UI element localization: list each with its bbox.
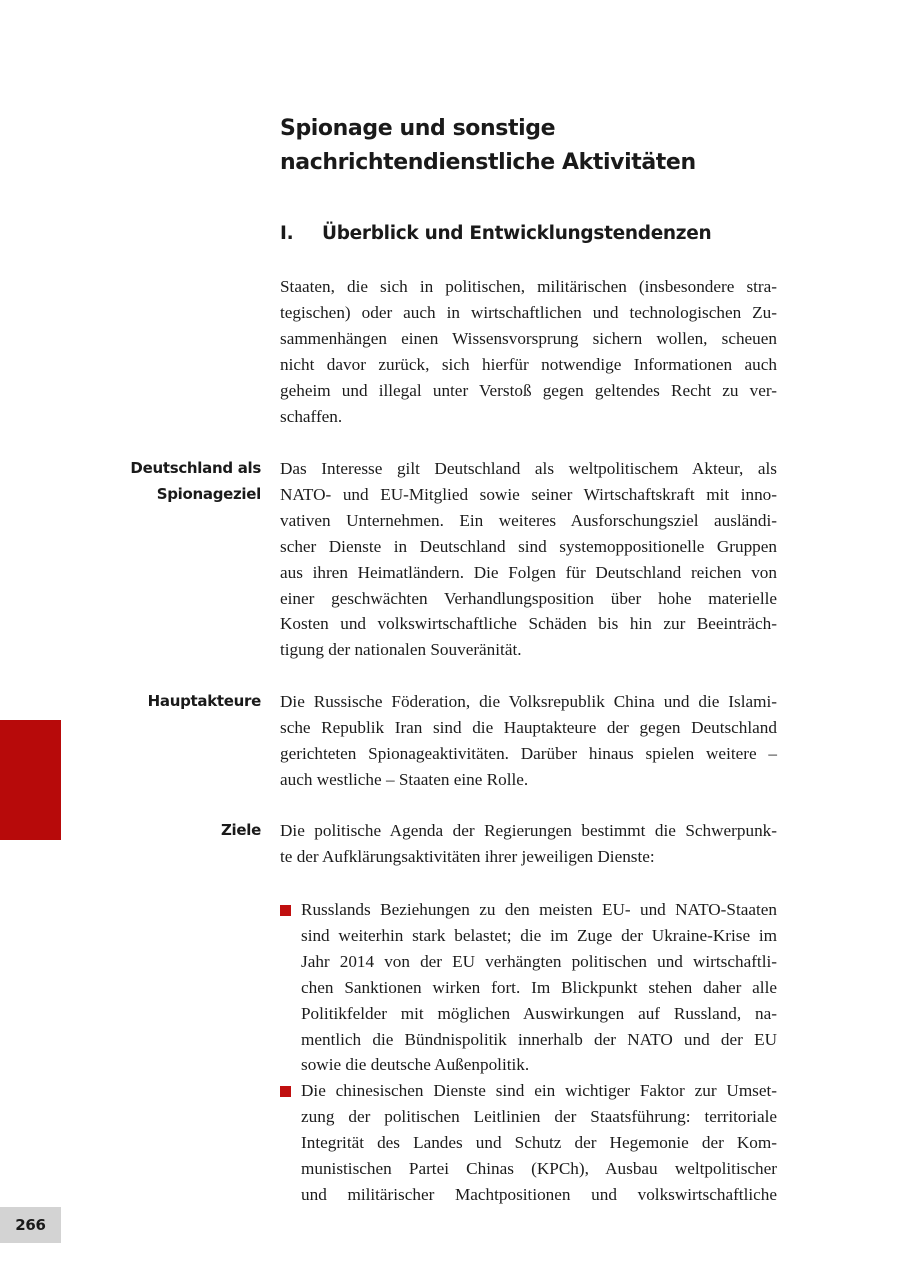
chapter-title-line: nachrichtendienstliche Aktivitäten — [280, 150, 696, 175]
red-square-bullet-icon — [280, 1086, 291, 1097]
text-line: chen Sanktionen wirken fort. Im Blickpunkt stehen daher alle — [301, 977, 777, 997]
text-line: Das Interesse gilt Deutschland als weltpolitischem Akteur, als — [280, 459, 777, 478]
text-line: nicht davor zurück, sich hierfür notwendige Informationen auch — [280, 354, 777, 374]
text-line: Die politische Agenda der Regierungen bestimmt die Schwerpunk- — [280, 821, 777, 840]
text-line: NATO- und EU-Mitglied sowie seiner Wirtschaftskraft mit inno- — [280, 484, 777, 504]
text-line: munistischen Partei Chinas (KPCh), Ausbau weltpolitischer — [301, 1159, 777, 1179]
text-line: scher Dienste in Deutschland sind systemoppositionelle Gruppen — [280, 536, 777, 556]
list-item — [280, 1078, 777, 1208]
paragraph-ziele — [280, 818, 777, 870]
section-title: Überblick und Entwicklungstendenzen — [322, 223, 712, 244]
margin-label-hauptakteure — [148, 689, 261, 715]
margin-label-deutschland-als-spionageziel — [130, 456, 261, 508]
chapter-title-line: Spionage und sonstige — [280, 116, 556, 141]
text-line: mentlich die Bündnispolitik innerhalb der NATO und der EU — [301, 1029, 777, 1049]
red-square-bullet-icon — [280, 905, 291, 916]
text-line: Staaten, die sich in politischen, militärischen (insbesondere stra- — [280, 277, 777, 296]
chapter-title — [280, 112, 800, 180]
text-line: tigung der nationalen Souveränität. — [280, 640, 522, 660]
text-line: Politikfelder mit möglichen Auswirkungen auf Russland, na- — [301, 1003, 777, 1023]
text-line: sowie die deutsche Außenpolitik. — [301, 1055, 530, 1075]
chapter-color-tab — [0, 720, 61, 840]
text-line: sche Republik Iran sind die Hauptakteure der gegen Deutschland — [280, 717, 777, 737]
margin-label-ziele — [221, 818, 261, 844]
text-line: sammenhängen einen Wissensvorsprung sichern wollen, scheuen — [280, 328, 777, 348]
text-line: vativen Unternehmen. Ein weiteres Ausforschungsziel ausländi- — [280, 510, 777, 530]
text-line: geheim und illegal unter Verstoß gegen geltendes Recht zu ver- — [280, 380, 777, 400]
intro-paragraph — [280, 274, 777, 429]
text-line: Integrität des Landes und Schutz der Hegemonie der Kom- — [301, 1133, 777, 1153]
section-heading — [280, 220, 711, 248]
text-line: gerichteten Spionageaktivitäten. Darüber hinaus spielen weitere – — [280, 743, 777, 763]
margin-label-line: Hauptakteure — [147, 692, 261, 710]
margin-label-line: Ziele — [220, 821, 261, 839]
paragraph-deutschland-als-spionageziel — [280, 456, 777, 663]
page-number: 266 — [0, 1207, 61, 1243]
text-line: zung der politischen Leitlinien der Staatsführung: territoriale — [301, 1107, 777, 1127]
text-line: Die chinesischen Dienste sind ein wichtiger Faktor zur Umset- — [301, 1081, 777, 1101]
text-line: te der Aufklärungsaktivitäten ihrer jeweiligen Dienste: — [280, 846, 655, 866]
margin-label-line: Deutschland als — [130, 459, 261, 477]
text-line: und militärischer Machtpositionen und volkswirtschaftliche — [301, 1184, 777, 1204]
paragraph-hauptakteure — [280, 689, 777, 793]
text-line: Die Russische Föderation, die Volksrepublik China und die Islami- — [280, 692, 777, 711]
text-line: Kosten und volkswirtschaftliche Schäden bis hin zur Beeinträch- — [280, 614, 777, 634]
text-line: tegischen) oder auch in wirtschaftlichen und technologischen Zu- — [280, 302, 777, 322]
text-line: Jahr 2014 von der EU verhängten politischen und wirtschaftli- — [301, 951, 777, 971]
list-item — [280, 897, 777, 1078]
text-line: einer geschwächten Verhandlungsposition über hohe materielle — [280, 588, 777, 608]
text-line: Russlands Beziehungen zu den meisten EU- und NATO-Staaten — [301, 900, 777, 919]
text-line: aus ihren Heimatländern. Die Folgen für Deutschland reichen von — [280, 562, 777, 582]
margin-label-line: Spionageziel — [156, 484, 261, 503]
text-line: auch westliche – Staaten eine Rolle. — [280, 769, 529, 789]
section-number: I. — [280, 223, 294, 244]
bullet-list — [280, 897, 777, 1208]
text-line: sind weiterhin stark belastet; die im Zuge der Ukraine-Krise im — [301, 925, 777, 945]
text-line: schaffen. — [280, 406, 343, 426]
